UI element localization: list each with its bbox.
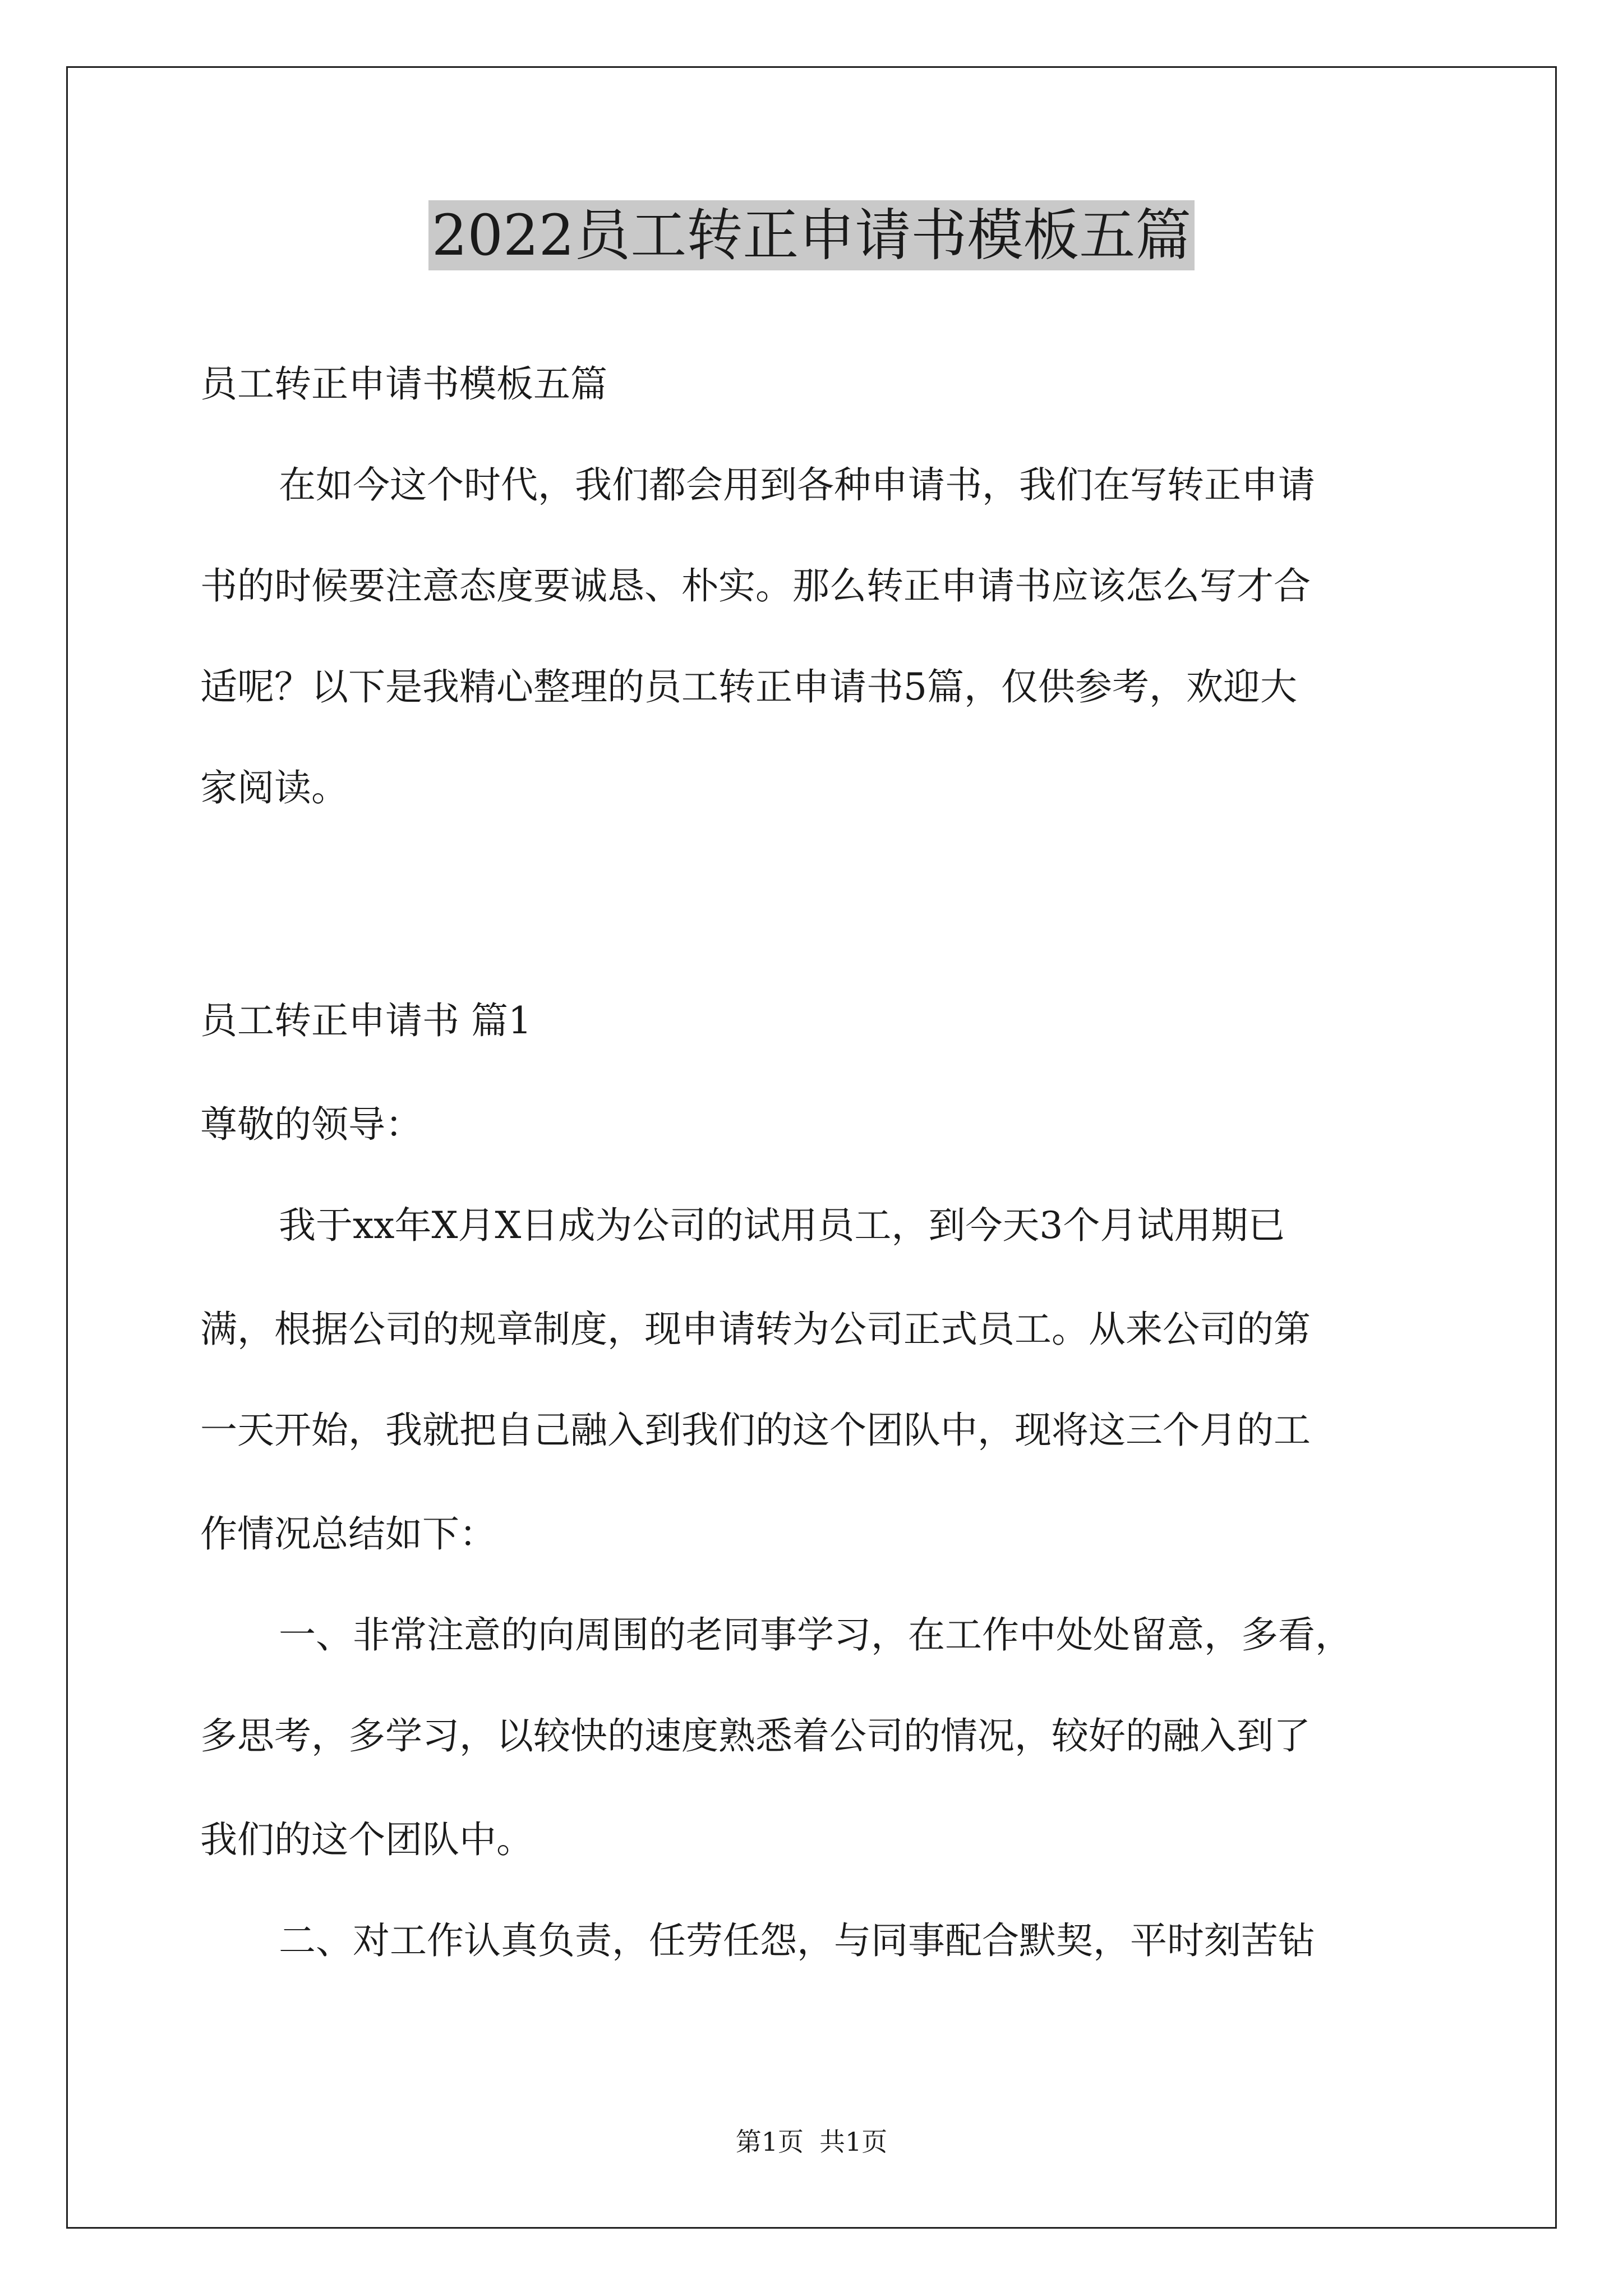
page-footer <box>0 2125 1623 2159</box>
body-line-6: 多思考，多学习，以较快的速度熟悉着公司的情况，较好的融入到了 <box>200 1714 1311 1757</box>
page-number-total: 共1页 <box>819 2127 888 2157</box>
body-line-8: 二、对工作认真负责，任劳任怨，与同事配合默契，平时刻苦钻 <box>279 1919 1315 1962</box>
intro-line-4: 家阅读。 <box>200 766 348 809</box>
document-title-text: 2022员工转正申请书模板五篇 <box>428 200 1195 270</box>
body-line-2: 满，根据公司的规章制度，现申请转为公司正式员工。从来公司的第 <box>200 1308 1311 1351</box>
body-line-4: 作情况总结如下： <box>200 1512 496 1556</box>
section-heading-1: 员工转正申请书 篇1 <box>200 999 532 1042</box>
intro-line-3: 适呢？以下是我精心整理的员工转正申请书5篇，仅供参考，欢迎大 <box>200 665 1297 708</box>
body-line-5: 一、非常注意的向周围的老同事学习，在工作中处处留意，多看， <box>279 1613 1352 1657</box>
intro-line-2: 书的时候要注意态度要诚恳、朴实。那么转正申请书应该怎么写才合 <box>200 564 1311 608</box>
body-line-1: 我于xx年X月X日成为公司的试用员工，到今天3个月试用期已 <box>279 1204 1285 1247</box>
body-line-3: 一天开始，我就把自己融入到我们的这个团队中，现将这三个月的工 <box>200 1409 1311 1452</box>
salutation: 尊敬的领导： <box>200 1103 422 1146</box>
body-line-7: 我们的这个团队中。 <box>200 1818 533 1861</box>
page-number-current: 第1页 <box>735 2127 804 2157</box>
intro-line-1: 在如今这个时代，我们都会用到各种申请书，我们在写转正申请 <box>279 463 1315 507</box>
document-title <box>0 199 1623 272</box>
subtitle-line: 员工转正申请书模板五篇 <box>200 362 607 406</box>
